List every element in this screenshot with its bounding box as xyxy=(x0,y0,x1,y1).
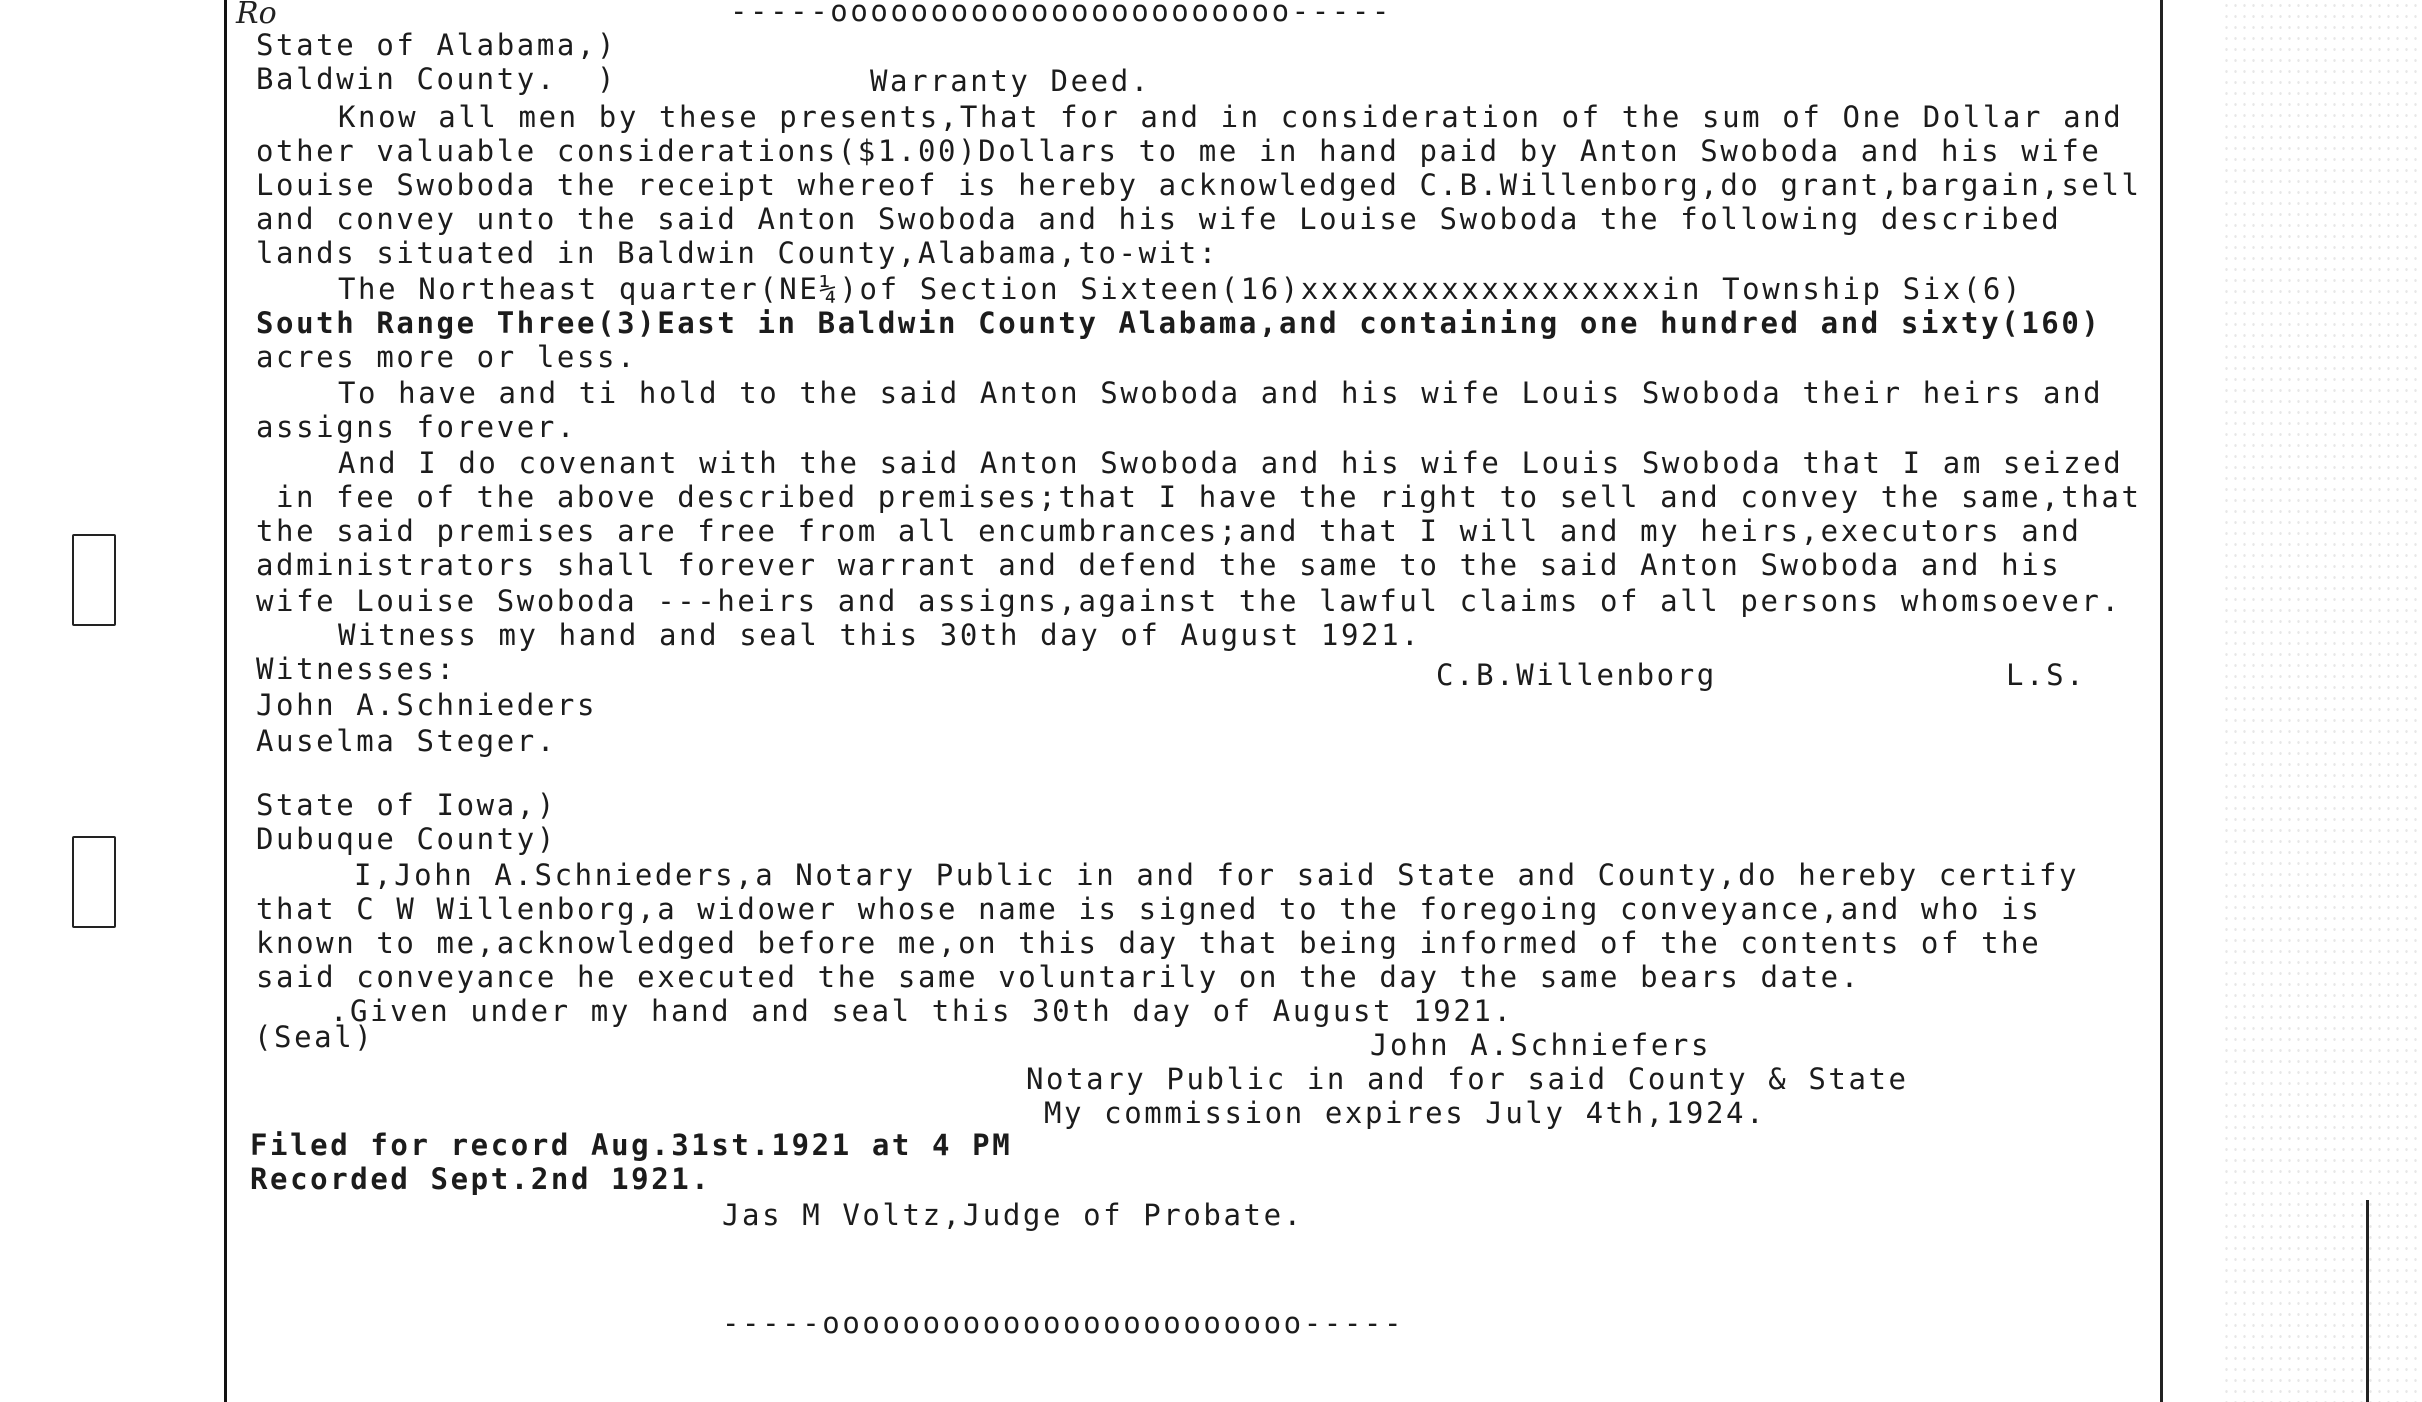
ack-line: I,John A.Schnieders,a Notary Public in and for said State and County,do hereby certify xyxy=(354,858,2080,892)
deed-line: Witness my hand and seal this 30th day of August 1921. xyxy=(338,618,1422,652)
separator-bottom: -----oooooooooooooooooooooooo----- xyxy=(722,1306,1405,1340)
notary-title: Notary Public in and for said County & State xyxy=(1026,1062,1909,1096)
witness-name: John A.Schnieders xyxy=(256,688,598,722)
page-right-border xyxy=(2160,0,2163,1402)
scan-noise xyxy=(2222,0,2422,1402)
deed-line: other valuable considerations($1.00)Dollars to me in hand paid by Anton Swoboda and his wife xyxy=(256,134,2102,168)
page-left-border xyxy=(224,0,227,1402)
deed-line: acres more or less. xyxy=(256,340,638,374)
deed-line: And I do covenant with the said Anton Swoboda and his wife Louis Swoboda that I am seized xyxy=(338,446,2124,480)
witness-name: Auselma Steger. xyxy=(256,724,557,758)
ack-line: .Given under my hand and seal this 30th day of August 1921. xyxy=(330,994,1514,1028)
seal-label: (Seal) xyxy=(254,1020,375,1054)
deed-line: Louise Swoboda the receipt whereof is hereby acknowledged C.B.Willenborg,do grant,bargain,sell xyxy=(256,168,2142,202)
ack-line: that C W Willenborg,a widower whose name is signed to the foregoing conveyance,and who is xyxy=(256,892,2042,926)
ack-line: said conveyance he executed the same voluntarily on the day the same bears date. xyxy=(256,960,1861,994)
heading-state: State of Alabama,) xyxy=(256,28,618,62)
witnesses-label: Witnesses: xyxy=(256,652,457,686)
punch-hole-lower xyxy=(72,836,116,928)
separator-top: -----ooooooooooooooooooooooo----- xyxy=(730,0,1392,28)
deed-line: wife Louise Swoboda ---heirs and assigns,against the lawful claims of all persons whomsoever. xyxy=(256,584,2122,618)
deed-line: The Northeast quarter(NE¼)of Section Sixteen(16)xxxxxxxxxxxxxxxxxxin Township Six(6) xyxy=(338,272,2023,306)
ack-state: State of Iowa,) xyxy=(256,788,557,822)
punch-hole-upper xyxy=(72,534,116,626)
ack-county: Dubuque County) xyxy=(256,822,557,856)
recorded-line: Recorded Sept.2nd 1921. xyxy=(250,1162,712,1196)
notary-name: John A.Schniefers xyxy=(1370,1028,1712,1062)
deed-line: in fee of the above described premises;that I have the right to sell and convey the same,that xyxy=(276,480,2142,514)
ls-mark: L.S. xyxy=(2006,658,2087,692)
deed-line: the said premises are free from all encumbrances;and that I will and my heirs,executors and xyxy=(256,514,2082,548)
filed-line: Filed for record Aug.31st.1921 at 4 PM xyxy=(250,1128,1013,1162)
deed-line: administrators shall forever warrant and defend the same to the said Anton Swoboda and his xyxy=(256,548,2062,582)
deed-line: and convey unto the said Anton Swoboda and his wife Louise Swoboda the following described xyxy=(256,202,2062,236)
heading-county: Baldwin County. ) xyxy=(256,62,618,96)
grantor-signature: C.B.Willenborg xyxy=(1436,658,1717,692)
deed-line: South Range Three(3)East in Baldwin County Alabama,and containing one hundred and sixty(160) xyxy=(256,306,2102,340)
deed-line: To have and ti hold to the said Anton Swoboda and his wife Louis Swoboda their heirs and xyxy=(338,376,2104,410)
ack-line: known to me,acknowledged before me,on this day that being informed of the contents of the xyxy=(256,926,2042,960)
deed-line: lands situated in Baldwin County,Alabama,to-wit: xyxy=(256,236,1219,270)
notary-commission: My commission expires July 4th,1924. xyxy=(1044,1096,1767,1130)
deed-title: Warranty Deed. xyxy=(870,64,1151,98)
deed-line: assigns forever. xyxy=(256,410,577,444)
margin-note: Ro xyxy=(236,0,277,31)
deed-line: Know all men by these presents,That for and in consideration of the sum of One Dollar and xyxy=(338,100,2124,134)
judge-line: Jas M Voltz,Judge of Probate. xyxy=(722,1198,1304,1232)
